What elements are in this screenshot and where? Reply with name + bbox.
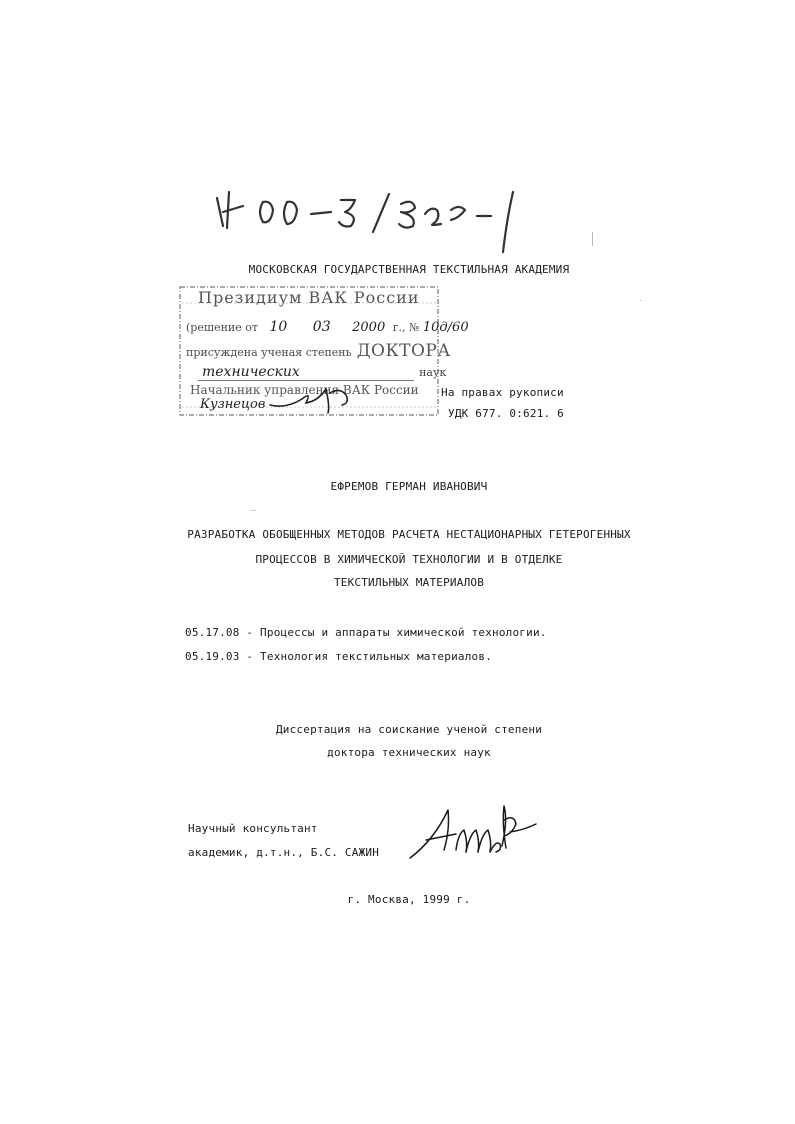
stamp-decision-no-prefix: г., № <box>392 321 420 334</box>
consultant-label: Научный консультант <box>188 822 318 835</box>
dissertation-purpose-line1: Диссертация на соискание ученой степени <box>275 723 543 736</box>
stamp-field-handwritten: технических <box>198 364 414 381</box>
stamp-awarded-prefix: присуждена ученая степень <box>186 346 352 359</box>
stamp-field-suffix: наук <box>419 366 447 379</box>
stamp-head-signature <box>266 381 356 415</box>
stamp-head-signature-name: Кузнецов <box>200 397 266 412</box>
author-name: ЕФРЕМОВ ГЕРМАН ИВАНОВИЧ <box>330 480 488 493</box>
stamp-awarded-row <box>186 341 451 361</box>
consultant-details: академик, д.т.н., Б.С. САЖИН <box>188 846 380 859</box>
stamp-degree: ДОКТОРА <box>356 341 451 361</box>
title-line: ПРОЦЕССОВ В ХИМИЧЕСКОЙ ТЕХНОЛОГИИ И В ОТДЕЛКЕ <box>255 553 563 566</box>
stamp-field-row <box>198 361 446 381</box>
consultant-signature <box>404 800 544 870</box>
udk-code: УДК 677. 0:621. 6 <box>448 407 564 420</box>
scan-artifact <box>640 300 641 301</box>
scan-artifact <box>592 232 593 246</box>
specialty-item: 05.19.03 - Технология текстильных материалов. <box>185 650 493 663</box>
dissertation-purpose-line2: доктора технических наук <box>327 746 491 759</box>
place-and-year: г. Москва, 1999 г. <box>347 893 471 906</box>
stamp-decision-prefix: (решение от <box>186 321 258 334</box>
stamp-date-month: 03 <box>312 319 331 335</box>
stamp-date-day: 10 <box>269 319 288 335</box>
specialty-item: 05.17.08 - Процессы и аппараты химической технологии. <box>185 626 547 639</box>
stamp-decision-row <box>186 319 469 335</box>
stamp-title: Президиум ВАК России <box>198 288 420 307</box>
stamp-date-year: 2000 <box>352 320 386 335</box>
stamp-decision-no: 10д/60 <box>422 320 469 335</box>
manuscript-rights-label: На правах рукописи <box>441 386 564 399</box>
stamp-head-label: Начальник управления ВАК России <box>190 383 419 397</box>
scan-artifact <box>250 510 256 511</box>
institution-name: МОСКОВСКАЯ ГОСУДАРСТВЕННАЯ ТЕКСТИЛЬНАЯ АКАДЕМИЯ <box>248 263 570 276</box>
title-line: РАЗРАБОТКА ОБОБЩЕННЫХ МЕТОДОВ РАСЧЕТА НЕСТАЦИОНАРНЫХ ГЕТЕРОГЕННЫХ <box>187 528 631 541</box>
handwritten-registration-mark <box>213 188 533 260</box>
title-line: ТЕКСТИЛЬНЫХ МАТЕРИАЛОВ <box>333 576 485 589</box>
vak-stamp <box>178 285 469 417</box>
